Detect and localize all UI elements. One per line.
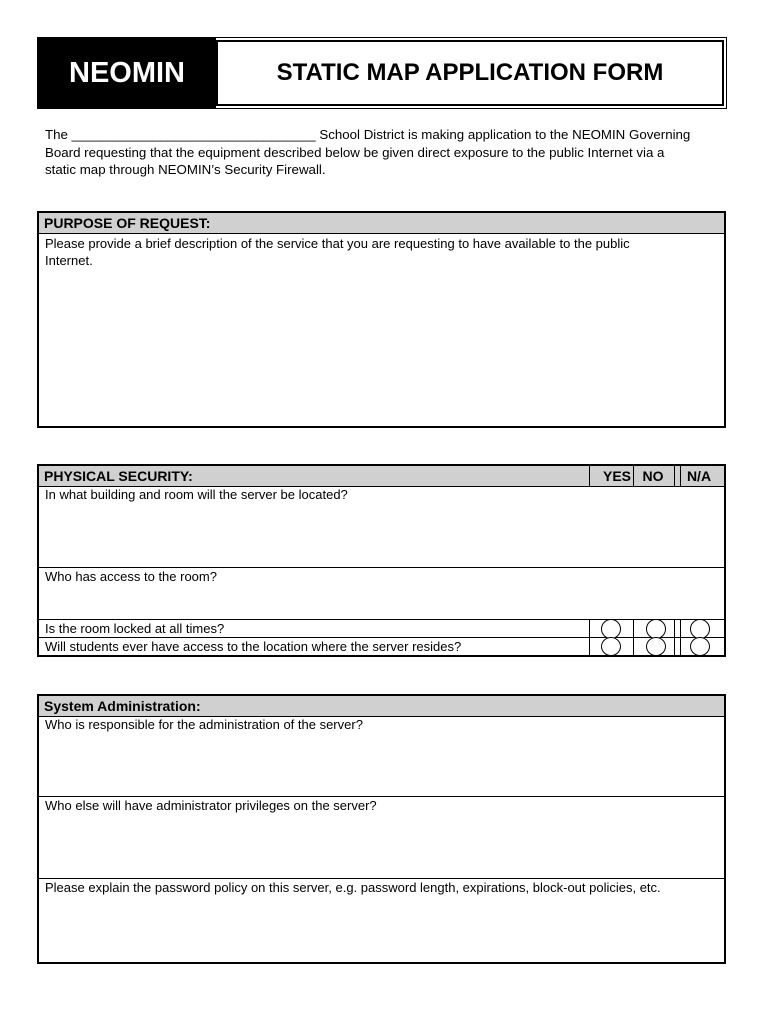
physical-q1[interactable]: In what building and room will the server be located? [45,487,348,502]
purpose-header: PURPOSE OF REQUEST: [39,213,724,234]
intro-paragraph [45,126,735,179]
intro-line-2: Board requesting that the equipment described below be given direct exposure to the public Internet via a [45,144,665,160]
purpose-question[interactable] [39,234,724,269]
header-divider-yes [589,466,590,486]
sysadmin-q1[interactable]: Who is responsible for the administration of the server? [45,717,363,732]
q3-no-radio[interactable] [646,619,666,639]
answer-divider-no [633,619,634,655]
system-admin-section [37,694,726,964]
intro-line-1[interactable]: The _________________________________ School District is making application to the NEOMIN Governing [45,127,691,142]
col-na-label: N/A [686,468,712,484]
q3-yes-radio[interactable] [601,619,621,639]
header-divider-no [633,466,634,486]
physical-q4: Will students ever have access to the location where the server resides? [45,639,462,654]
intro-line-3: static map through NEOMIN’s Security Firewall. [45,162,326,177]
neomin-logo [38,38,216,108]
answer-divider-na [680,619,681,655]
answer-divider-yes [589,619,590,655]
header-divider-na [680,466,681,486]
q4-no-radio[interactable] [646,637,666,656]
col-yes-label: YES [602,468,631,484]
purpose-line-2: Internet. [45,253,93,268]
q3-na-radio[interactable] [690,619,710,639]
physical-header [39,466,724,487]
logo-text: NEOMIN [69,56,185,89]
form-title-text: STATIC MAP APPLICATION FORM [276,59,664,86]
header-divider-gap [674,466,675,486]
purpose-line-1: Please provide a brief description of the service that you are requesting to have available to the public [45,236,630,251]
sysadmin-header: System Administration: [39,696,724,717]
q4-na-radio[interactable] [690,637,710,656]
form-title [216,40,724,106]
sysadmin-q2[interactable]: Who else will have administrator privileges on the server? [45,798,377,813]
sysadmin-q3[interactable]: Please explain the password policy on this server, e.g. password length, expirations, block-out policies, etc. [45,880,661,895]
col-no-label: NO [642,468,664,484]
physical-q2[interactable]: Who has access to the room? [45,569,217,584]
physical-title: PHYSICAL SECURITY: [44,468,193,484]
answer-divider-gap [674,619,675,655]
q4-yes-radio[interactable] [601,637,621,656]
purpose-section [37,211,726,428]
physical-q3: Is the room locked at all times? [45,621,225,636]
